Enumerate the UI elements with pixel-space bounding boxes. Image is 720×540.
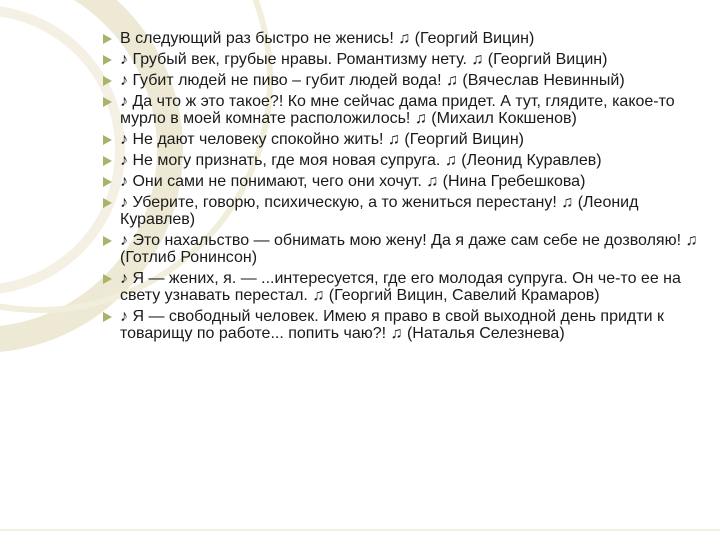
list-item — [103, 51, 703, 68]
quote-text: ♪ Это нахальство — обнимать мою жену! Да я даже сам себе не дозволяю! ♫ (Готлиб Ронинсон) — [120, 232, 698, 266]
quote-text: ♪ Не дают человеку спокойно жить! ♫ (Георгий Вицин) — [120, 131, 525, 148]
quote-text: ♪ Я — жених, я. — ...интересуется, где его молодая супруга. Он че-то ее на свету узнавать перестал. ♫ (Георгий Вицин, Савелий Крамаров) — [120, 270, 681, 304]
list-item — [103, 194, 703, 228]
list-item — [103, 308, 703, 342]
bullet-icon — [103, 177, 112, 187]
quote-text: ♪ Уберите, говорю, психическую, а то жениться перестану! ♫ (Леонид Куравлев) — [120, 194, 639, 228]
bullet-icon — [103, 312, 112, 322]
quote-text: ♪ Они сами не понимают, чего они хочут. ♫ (Нина Гребешкова) — [120, 173, 586, 190]
quote-text: ♪ Да что ж это такое?! Ко мне сейчас дама придет. А тут, глядите, какое-то мурло в моей комнате расположилось! ♫ (Михаил Кокшенов) — [120, 93, 675, 127]
list-item — [103, 72, 703, 89]
list-item — [103, 131, 703, 148]
quote-text: ♪ Губит людей не пиво – губит людей вода! ♫ (Вячеслав Невинный) — [120, 72, 625, 89]
list-item — [103, 173, 703, 190]
list-item — [103, 30, 703, 47]
list-item — [103, 270, 703, 304]
list-item — [103, 93, 703, 127]
list-item — [103, 152, 703, 169]
bullet-icon — [103, 156, 112, 166]
bullet-icon — [103, 76, 112, 86]
list-item — [103, 232, 703, 266]
bullet-icon — [103, 34, 112, 44]
bullet-icon — [103, 55, 112, 65]
bullet-icon — [103, 236, 112, 246]
quote-list — [103, 30, 703, 346]
decorative-ring-inner — [0, 10, 120, 290]
quote-text: ♪ Не могу признать, где моя новая супруга. ♫ (Леонид Куравлев) — [120, 152, 602, 169]
bullet-icon — [103, 198, 112, 208]
bullet-icon — [103, 274, 112, 284]
bullet-icon — [103, 97, 112, 107]
bullet-icon — [103, 135, 112, 145]
quote-text: ♪ Грубый век, грубые нравы. Романтизму нету. ♫ (Георгий Вицин) — [120, 51, 608, 68]
quote-text: В следующий раз быстро не женись! ♫ (Георгий Вицин) — [120, 30, 535, 47]
quote-text: ♪ Я — свободный человек. Имею я право в свой выходной день придти к товарищу по работе... попить чаю?! ♫ (Наталья Селезнева) — [120, 308, 664, 342]
